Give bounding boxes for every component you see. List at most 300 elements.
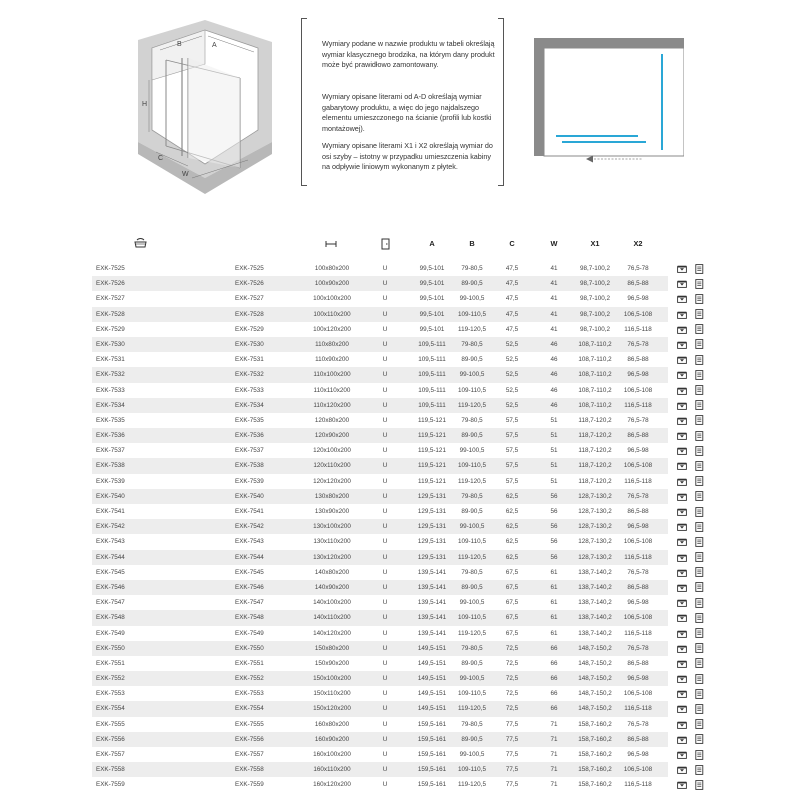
cell-w: 41 [550, 265, 558, 272]
table-row [92, 534, 712, 549]
cell-b: 109-110,5 [458, 386, 486, 394]
product-box-icon[interactable] [677, 780, 687, 789]
cell-x2: 76,5-78 [627, 492, 649, 500]
document-icon[interactable] [695, 643, 704, 653]
cell-w: 51 [550, 477, 558, 485]
cell-code: EXK-7538 [96, 462, 125, 470]
document-icon[interactable] [695, 507, 704, 517]
cell-door: U [382, 568, 388, 576]
product-box-icon[interactable] [677, 340, 687, 349]
cell-door: U [382, 705, 388, 713]
cell-x2: 96,5-98 [627, 751, 649, 758]
cell-code: EXK-7542 [96, 523, 125, 531]
cell-b: 119-120,5 [458, 705, 486, 713]
cell-door: U [382, 265, 388, 272]
product-box-icon[interactable] [677, 386, 687, 395]
cell-c: 62,5 [505, 523, 519, 531]
cell-variant: EXK-7545 [235, 568, 264, 576]
cell-b: 89-90,5 [461, 659, 483, 667]
cell-x1: 128,7-130,2 [578, 523, 612, 531]
table-row [92, 276, 712, 291]
document-icon[interactable] [695, 339, 704, 349]
cell-w: 61 [550, 583, 558, 591]
table-row [92, 671, 712, 686]
cell-w: 56 [550, 523, 558, 531]
cell-a: 109,5-111 [418, 356, 446, 364]
cell-x2: 96,5-98 [627, 295, 649, 303]
cell-w: 51 [550, 462, 558, 470]
cell-x1: 118,7-120,2 [578, 432, 612, 440]
cell-a: 159,5-161 [417, 766, 447, 774]
cell-w: 46 [550, 371, 558, 379]
cell-door: U [382, 447, 388, 455]
cell-c: 67,5 [505, 614, 519, 622]
cell-x1: 118,7-120,2 [578, 462, 612, 470]
document-icon[interactable] [695, 309, 704, 319]
cell-b: 99-100,5 [459, 599, 485, 607]
cell-c: 77,5 [505, 766, 519, 774]
shower-tray-icon [132, 231, 148, 256]
cell-w: 66 [550, 690, 558, 698]
table-row [92, 307, 712, 322]
cell-variant: EXK-7538 [235, 462, 264, 470]
cell-variant: EXK-7537 [235, 447, 264, 455]
cell-x2: 116,5-118 [624, 553, 652, 561]
cell-code: EXK-7555 [96, 720, 125, 728]
cell-a: 119,5-121 [418, 447, 446, 455]
cell-variant: EXK-7533 [235, 386, 264, 394]
cell-w: 71 [550, 781, 558, 789]
cell-a: 129,5-131 [417, 492, 447, 500]
cell-variant: EXK-7529 [235, 325, 264, 333]
table-row [92, 504, 712, 519]
document-icon[interactable] [695, 400, 704, 410]
product-box-icon[interactable] [677, 765, 687, 774]
cell-b: 119-120,5 [458, 781, 486, 789]
product-box-icon[interactable] [677, 492, 687, 501]
cell-x2: 86,5-88 [627, 735, 649, 743]
cell-b: 79-80,5 [461, 265, 483, 272]
document-icon[interactable] [695, 324, 704, 334]
cell-a: 129,5-131 [417, 553, 447, 561]
cell-x1: 98,7-100,2 [579, 265, 611, 272]
cell-x2: 106,5-108 [623, 386, 653, 394]
cell-x2: 76,5-78 [627, 644, 649, 652]
cell-x2: 86,5-88 [627, 432, 649, 440]
table-row [92, 443, 712, 458]
table-row [92, 641, 712, 656]
cell-a: 99,5-101 [419, 325, 445, 333]
document-icon[interactable] [695, 552, 704, 562]
cell-door: U [382, 735, 388, 743]
cell-size: 150x120x200 [313, 705, 351, 713]
product-box-icon[interactable] [677, 431, 687, 440]
cell-x1: 108,7-110,2 [578, 356, 612, 364]
cell-x2: 116,5-118 [624, 705, 652, 713]
cell-b: 89-90,5 [461, 356, 483, 364]
cell-b: 89-90,5 [461, 735, 483, 743]
cell-b: 89-90,5 [461, 583, 483, 591]
cell-size: 160x90x200 [314, 735, 350, 743]
header-x1: X1 [590, 239, 600, 248]
cell-x2: 76,5-78 [627, 720, 649, 728]
table-row [92, 717, 712, 732]
cell-w: 51 [550, 432, 558, 440]
cell-x1: 108,7-110,2 [578, 371, 612, 379]
cell-c: 47,5 [505, 325, 519, 333]
cell-b: 109-110,5 [458, 690, 486, 698]
document-icon[interactable] [695, 567, 704, 577]
cell-x1: 148,7-150,2 [578, 705, 612, 713]
cell-x2: 116,5-118 [624, 477, 652, 485]
product-box-icon[interactable] [677, 370, 687, 379]
product-box-icon[interactable] [677, 401, 687, 410]
cell-x1: 158,7-160,2 [578, 751, 612, 758]
cell-a: 129,5-131 [417, 538, 447, 546]
product-box-icon[interactable] [677, 644, 687, 653]
cell-a: 109,5-111 [418, 371, 446, 379]
product-box-icon[interactable] [677, 477, 687, 486]
cell-x1: 128,7-130,2 [578, 553, 612, 561]
cell-size: 100x100x200 [313, 295, 351, 303]
cell-code: EXK-7550 [96, 644, 125, 652]
label-c: C [158, 155, 164, 162]
cell-c: 72,5 [505, 675, 519, 683]
document-icon[interactable] [695, 385, 704, 395]
cell-variant: EXK-7554 [235, 705, 264, 713]
product-box-icon[interactable] [677, 613, 687, 622]
cell-c: 47,5 [505, 280, 519, 288]
cell-x1: 128,7-130,2 [578, 508, 612, 515]
cell-c: 57,5 [505, 416, 519, 424]
cell-size: 130x90x200 [314, 508, 350, 515]
cell-x2: 96,5-98 [627, 523, 649, 531]
cell-w: 46 [550, 386, 558, 394]
cell-x2: 106,5-108 [623, 462, 653, 470]
cell-a: 139,5-141 [417, 568, 447, 576]
table-row [92, 626, 712, 641]
cell-code: EXK-7539 [96, 477, 125, 485]
cell-b: 109-110,5 [458, 614, 486, 622]
cell-code: EXK-7557 [96, 751, 125, 758]
cell-door: U [382, 599, 388, 607]
cell-b: 119-120,5 [458, 401, 486, 409]
product-box-icon[interactable] [677, 629, 687, 638]
cell-x1: 158,7-160,2 [578, 766, 612, 774]
cell-w: 41 [550, 310, 558, 318]
cell-a: 119,5-121 [418, 432, 446, 440]
document-icon[interactable] [695, 476, 704, 486]
product-box-icon[interactable] [677, 446, 687, 455]
cell-size: 100x120x200 [313, 325, 351, 333]
table-row [92, 519, 712, 534]
cell-code: EXK-7525 [96, 265, 125, 272]
table-header [92, 231, 708, 256]
product-box-icon[interactable] [677, 568, 687, 577]
document-icon[interactable] [695, 704, 704, 714]
cell-x1: 138,7-140,2 [578, 614, 612, 622]
cell-door: U [382, 356, 388, 364]
cell-x1: 128,7-130,2 [578, 492, 612, 500]
document-icon[interactable] [695, 628, 704, 638]
cell-x1: 98,7-100,2 [579, 280, 611, 288]
door-icon [378, 231, 392, 256]
cell-a: 99,5-101 [419, 280, 445, 288]
cell-variant: EXK-7555 [235, 720, 264, 728]
cell-c: 77,5 [505, 735, 519, 743]
cell-door: U [382, 629, 388, 637]
cell-b: 89-90,5 [461, 280, 483, 288]
cell-size: 150x80x200 [314, 644, 350, 652]
cell-c: 52,5 [505, 386, 519, 394]
cell-x1: 138,7-140,2 [578, 629, 612, 637]
document-icon[interactable] [695, 294, 704, 304]
cell-b: 79-80,5 [461, 340, 483, 348]
header-b: B [469, 239, 475, 248]
product-box-icon[interactable] [677, 659, 687, 668]
document-icon[interactable] [695, 431, 704, 441]
cell-code: EXK-7552 [96, 675, 125, 683]
cell-code: EXK-7531 [96, 356, 125, 364]
cell-w: 66 [550, 659, 558, 667]
cell-a: 149,5-151 [417, 659, 447, 667]
cell-c: 52,5 [505, 401, 519, 409]
document-icon[interactable] [695, 370, 704, 380]
table-row [92, 352, 712, 367]
cell-door: U [382, 614, 388, 622]
document-icon[interactable] [695, 522, 704, 532]
cell-door: U [382, 720, 388, 728]
cell-c: 47,5 [505, 310, 519, 318]
cell-x1: 148,7-150,2 [578, 690, 612, 698]
cell-size: 110x100x200 [313, 371, 351, 379]
product-box-icon[interactable] [677, 310, 687, 319]
cell-x2: 76,5-78 [627, 568, 649, 576]
cell-door: U [382, 340, 388, 348]
cell-door: U [382, 416, 388, 424]
cell-c: 47,5 [505, 265, 519, 272]
cell-code: EXK-7535 [96, 416, 125, 424]
document-icon[interactable] [695, 674, 704, 684]
cell-code: EXK-7532 [96, 371, 125, 379]
cell-door: U [382, 690, 388, 698]
product-box-icon[interactable] [677, 507, 687, 516]
cell-size: 100x110x200 [313, 310, 351, 318]
cell-variant: EXK-7541 [235, 508, 264, 515]
header-x2: X2 [633, 239, 643, 248]
cell-code: EXK-7534 [96, 401, 125, 409]
cell-c: 77,5 [505, 720, 519, 728]
cell-door: U [382, 659, 388, 667]
cell-b: 99-100,5 [459, 751, 485, 758]
cell-variant: EXK-7534 [235, 401, 264, 409]
cell-variant: EXK-7552 [235, 675, 264, 683]
cell-w: 41 [550, 325, 558, 333]
document-icon[interactable] [695, 415, 704, 425]
product-box-icon[interactable] [677, 598, 687, 607]
product-box-icon[interactable] [677, 735, 687, 744]
cell-door: U [382, 553, 388, 561]
product-box-icon[interactable] [677, 674, 687, 683]
document-icon[interactable] [695, 537, 704, 547]
document-icon[interactable] [695, 279, 704, 289]
cell-x2: 116,5-118 [624, 629, 652, 637]
table-row [92, 595, 712, 610]
cell-b: 79-80,5 [461, 416, 483, 424]
cell-door: U [382, 781, 388, 789]
cell-code: EXK-7549 [96, 629, 125, 637]
product-box-icon[interactable] [677, 264, 687, 273]
cell-b: 89-90,5 [461, 508, 483, 515]
cell-size: 140x120x200 [313, 629, 351, 637]
cell-x2: 116,5-118 [624, 325, 652, 333]
cell-a: 129,5-131 [417, 508, 447, 515]
cell-variant: EXK-7553 [235, 690, 264, 698]
cell-c: 47,5 [505, 295, 519, 303]
product-box-icon[interactable] [677, 279, 687, 288]
cell-code: EXK-7537 [96, 447, 125, 455]
document-icon[interactable] [695, 446, 704, 456]
cell-code: EXK-7556 [96, 735, 125, 743]
cell-x2: 96,5-98 [627, 447, 649, 455]
cell-size: 100x80x200 [314, 265, 350, 272]
cell-door: U [382, 310, 388, 318]
cell-variant: EXK-7550 [235, 644, 264, 652]
cell-x2: 96,5-98 [627, 599, 649, 607]
product-box-icon[interactable] [677, 553, 687, 562]
cell-c: 72,5 [505, 659, 519, 667]
cell-w: 71 [550, 751, 558, 758]
cell-w: 56 [550, 553, 558, 561]
cell-b: 109-110,5 [458, 310, 486, 318]
cell-x2: 86,5-88 [627, 356, 649, 364]
cell-variant: EXK-7539 [235, 477, 264, 485]
document-icon[interactable] [695, 780, 704, 790]
cell-variant: EXK-7559 [235, 781, 264, 789]
document-icon[interactable] [695, 491, 704, 501]
document-icon[interactable] [695, 750, 704, 760]
table-row [92, 777, 712, 792]
cell-a: 109,5-111 [418, 386, 446, 394]
cell-w: 71 [550, 735, 558, 743]
cell-c: 52,5 [505, 356, 519, 364]
document-icon[interactable] [695, 598, 704, 608]
product-table [92, 261, 712, 793]
cell-b: 109-110,5 [458, 462, 486, 470]
product-box-icon[interactable] [677, 704, 687, 713]
cell-c: 77,5 [505, 751, 519, 758]
cell-w: 61 [550, 629, 558, 637]
cell-b: 119-120,5 [458, 477, 486, 485]
cell-c: 67,5 [505, 568, 519, 576]
product-box-icon[interactable] [677, 325, 687, 334]
document-icon[interactable] [695, 264, 704, 274]
cell-variant: EXK-7535 [235, 416, 264, 424]
product-box-icon[interactable] [677, 537, 687, 546]
cell-size: 160x100x200 [313, 751, 351, 758]
product-box-icon[interactable] [677, 461, 687, 470]
cell-c: 62,5 [505, 492, 519, 500]
product-box-icon[interactable] [677, 720, 687, 729]
cell-code: EXK-7558 [96, 766, 125, 774]
cell-x1: 118,7-120,2 [578, 477, 612, 485]
cell-x2: 116,5-118 [624, 781, 652, 789]
cell-a: 159,5-161 [417, 720, 447, 728]
cell-variant: EXK-7528 [235, 310, 264, 318]
cell-code: EXK-7530 [96, 340, 125, 348]
product-box-icon[interactable] [677, 416, 687, 425]
document-icon[interactable] [695, 658, 704, 668]
cell-a: 129,5-131 [417, 523, 447, 531]
table-row [92, 383, 712, 398]
document-icon[interactable] [695, 765, 704, 775]
product-box-icon[interactable] [677, 522, 687, 531]
cell-x1: 148,7-150,2 [578, 644, 612, 652]
table-row [92, 291, 712, 306]
document-icon[interactable] [695, 734, 704, 744]
product-box-icon[interactable] [677, 294, 687, 303]
cell-door: U [382, 523, 388, 531]
cell-door: U [382, 401, 388, 409]
cell-x1: 108,7-110,2 [578, 401, 612, 409]
cell-c: 62,5 [505, 508, 519, 515]
cell-variant: EXK-7526 [235, 280, 264, 288]
document-icon[interactable] [695, 355, 704, 365]
document-icon[interactable] [695, 689, 704, 699]
cell-variant: EXK-7543 [235, 538, 264, 546]
table-row [92, 337, 712, 352]
cell-variant: EXK-7530 [235, 340, 264, 348]
cell-a: 119,5-121 [418, 462, 446, 470]
cell-door: U [382, 325, 388, 333]
cell-code: EXK-7554 [96, 705, 125, 713]
document-icon[interactable] [695, 719, 704, 729]
cell-door: U [382, 295, 388, 303]
cell-door: U [382, 386, 388, 394]
cell-a: 149,5-151 [417, 705, 447, 713]
cell-size: 120x100x200 [313, 447, 351, 455]
cell-c: 52,5 [505, 371, 519, 379]
cell-b: 99-100,5 [459, 675, 485, 683]
cell-b: 99-100,5 [459, 295, 485, 303]
product-box-icon[interactable] [677, 750, 687, 759]
document-icon[interactable] [695, 613, 704, 623]
cell-variant: EXK-7536 [235, 432, 264, 440]
cell-a: 99,5-101 [419, 265, 445, 272]
cell-x2: 86,5-88 [627, 280, 649, 288]
cell-w: 71 [550, 766, 558, 774]
cell-x1: 108,7-110,2 [578, 340, 612, 348]
header-w: W [550, 239, 558, 248]
cell-a: 149,5-151 [417, 675, 447, 683]
cell-c: 72,5 [505, 690, 519, 698]
product-box-icon[interactable] [677, 583, 687, 592]
product-box-icon[interactable] [677, 689, 687, 698]
cell-door: U [382, 462, 388, 470]
cell-code: EXK-7526 [96, 280, 125, 288]
document-icon[interactable] [695, 582, 704, 592]
cell-size: 130x100x200 [313, 523, 351, 531]
cell-x1: 138,7-140,2 [578, 599, 612, 607]
cell-c: 57,5 [505, 462, 519, 470]
cell-size: 120x80x200 [314, 416, 350, 424]
cell-a: 159,5-161 [417, 735, 447, 743]
cell-variant: EXK-7542 [235, 523, 264, 531]
cell-door: U [382, 432, 388, 440]
cell-x2: 106,5-108 [623, 614, 653, 622]
document-icon[interactable] [695, 461, 704, 471]
product-box-icon[interactable] [677, 355, 687, 364]
